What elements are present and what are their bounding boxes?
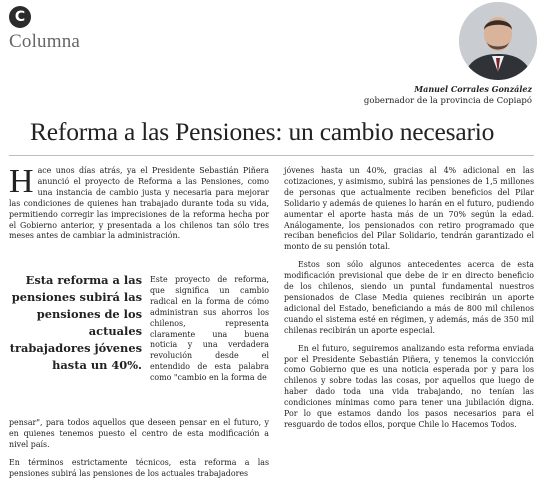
- article-inset-column: [150, 275, 269, 384]
- paragraph-5: Estos son sólo algunos antecedentes acerca de esta modificación previsional que debe de ir en directo beneficio de los chilenos, siendo un puntal fundamental nuestros pensionados de Clase Media quienes recibirán un aporte adicional del Estado, beneficiando a más de 800 mil chilenos cuando el sistema esté en régimen, y además, más de 350 mil chilenas recibirán un aporte especial.: [284, 260, 534, 335]
- column-logo-icon: C: [9, 6, 31, 28]
- headline-divider: [9, 155, 534, 156]
- paragraph-2a: Este proyecto de reforma, que significa un cambio radical en la forma de cómo administran sus ahorros los chilenos, representa claramente una buena noticia y una verdadera revolución desde el entendido de esta palabra como "cambio en la forma de: [150, 275, 269, 383]
- article-column-left: [9, 163, 269, 242]
- article-column-right: [284, 166, 534, 431]
- paragraph-4: jóvenes hasta un 40%, gracias al 4% adicional en las cotizaciones, y asimismo, subirá las pensiones de 1,5 millones de personas que actualmente reciben beneficios del Pilar Solidario y además de quienes lo harán en el futuro, pudiendo aumentar el aporte hasta más de un 70% según la edad. Análogamente, los pensionados con retiro programado que reciban beneficios del Pilar Solidario, tendrán garantizado el monto de su pensión total.: [284, 166, 534, 252]
- author-photo: [459, 2, 537, 80]
- drop-cap: H: [9, 163, 34, 200]
- paragraph-3: En términos estrictamente técnicos, esta reforma a las pensiones subirá las pensiones de los actuales trabajadores: [9, 457, 269, 478]
- paragraph-2b: pensar", para todos aquellos que deseen pensar en el futuro, y en quienes tenemos puesto el centro de esta modificación a nivel país.: [9, 418, 269, 449]
- paragraph-1: ace unos días atrás, ya el Presidente Sebastián Piñera anunció el proyecto de Reforma a las Pensiones, como una instancia de cambio justa y necesaria para mejorar las condiciones de quienes han trabajado durante toda su vida, permitiendo corregir las imprecisiones de la reforma hecha por el Gobierno anterior, y presentada a los chilenos tan sólo tres meses antes de cambiar la administración.: [9, 166, 269, 241]
- article-bottom-left: [9, 418, 269, 480]
- article-headline: Reforma a las Pensiones: un cambio necesario: [30, 117, 495, 146]
- author-role: gobernador de la provincia de Copiapó: [363, 96, 532, 106]
- section-label: Columna: [9, 31, 81, 52]
- pull-quote: Esta reforma a las pensiones subirá las pensiones de los actuales trabajadores jóvenes hasta un 40%.: [9, 273, 142, 372]
- author-name: Manuel Corrales González: [414, 84, 532, 94]
- paragraph-6: En el futuro, seguiremos analizando esta reforma enviada por el Presidente Sebastián Piñera, y tenemos la convicción como Gobierno que es una noticia esperada por y para los chilenos y sobre todas las cosas, por aquellos que luego de haber dado toda una vida trabajando, no tenían las condiciones mínimas como para tener una jubilación digna. Por lo que estamos dando los pasos necesarios para el resguardo de todos ellos, porque Chile lo Hacemos Todos.: [284, 343, 534, 429]
